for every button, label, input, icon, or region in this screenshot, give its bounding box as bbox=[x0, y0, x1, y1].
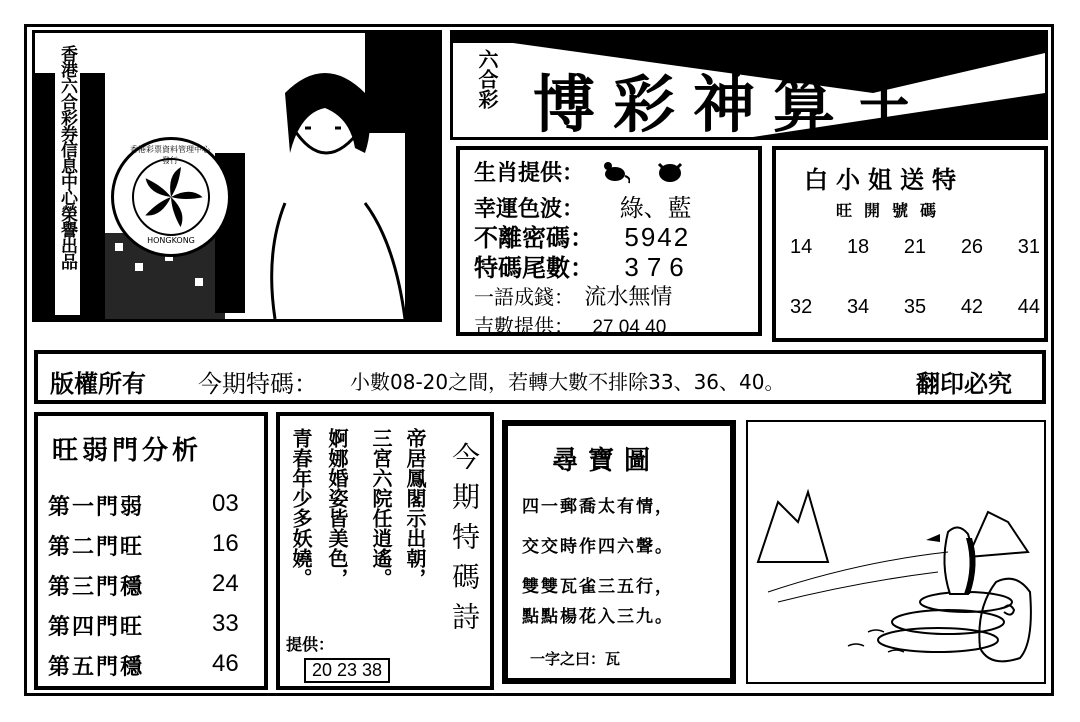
provide-value: 20 23 38 bbox=[304, 658, 390, 683]
phrase-row bbox=[474, 280, 764, 311]
small-label: 六合彩 bbox=[473, 49, 502, 109]
secret-value: 5942 bbox=[624, 222, 691, 252]
number-cell: 35 bbox=[903, 296, 927, 318]
banner-left: 版權所有 bbox=[50, 370, 146, 398]
drawing-panel bbox=[746, 420, 1046, 684]
color-label: 幸運色波： bbox=[474, 197, 585, 222]
gate-name: 第三門穩 bbox=[48, 575, 145, 600]
gate-value: 33 bbox=[212, 610, 239, 637]
zodiac-icons bbox=[600, 158, 686, 190]
treasure-line: 交交時作四六聲。 bbox=[522, 537, 674, 557]
number-cell: 26 bbox=[960, 236, 984, 258]
numbers-row-1 bbox=[790, 236, 1040, 259]
gate-value: 24 bbox=[212, 570, 239, 597]
numbers-title: 白小姐送特 bbox=[804, 165, 964, 194]
poem-panel bbox=[276, 412, 494, 690]
poem-line: 青春年少多妖嬈。 bbox=[289, 428, 313, 588]
poem-line: 婀娜婚姿皆美色， bbox=[325, 428, 349, 588]
treasure-line: 雙雙瓦雀三五行， bbox=[522, 577, 674, 597]
lucky-value: 27 04 40 bbox=[592, 317, 667, 338]
numbers-row-2 bbox=[790, 296, 1040, 319]
number-cell: 31 bbox=[1017, 236, 1040, 258]
banner-right: 翻印必究 bbox=[916, 370, 1012, 398]
banner-text: 小數08-20之間，若轉大數不排除33、36、40。 bbox=[350, 370, 785, 394]
gate-name: 第一門弱 bbox=[48, 495, 145, 520]
vertical-caption: 香港六合彩券信息中心榮譽出品 bbox=[55, 45, 80, 315]
number-cell: 44 bbox=[1017, 296, 1040, 318]
phrase-label: 一語成錢： bbox=[474, 285, 574, 309]
seal-label: HONGKONG bbox=[147, 236, 195, 245]
provide-label: 提供： bbox=[286, 635, 335, 654]
mouse-icon bbox=[600, 158, 630, 184]
number-cell: 21 bbox=[903, 236, 927, 258]
poem-side-title: 今期特碼詩 bbox=[448, 442, 481, 642]
gate-name: 第二門旺 bbox=[48, 535, 145, 560]
tail-value: 376 bbox=[624, 252, 692, 282]
number-cell: 42 bbox=[960, 296, 984, 318]
info-panel bbox=[456, 146, 762, 336]
treasure-line: 四一郵喬太有情， bbox=[522, 497, 674, 517]
poem-line: 帝居鳳閣示出朝， bbox=[403, 428, 427, 588]
penguin-drawing bbox=[748, 422, 1044, 682]
gate-value: 16 bbox=[212, 530, 239, 557]
lucky-row bbox=[474, 310, 754, 339]
number-cell: 34 bbox=[846, 296, 870, 318]
numbers-subtitle: 旺開號碼 bbox=[836, 201, 949, 220]
gates-title: 旺弱門分析 bbox=[52, 436, 203, 466]
page-title: 博彩神算王 bbox=[533, 68, 934, 140]
treasure-line: 點點楊花入三九。 bbox=[522, 607, 674, 627]
gate-name: 第四門旺 bbox=[48, 615, 145, 640]
treasure-title: 尋寶圖 bbox=[552, 446, 661, 476]
banner-label: 今期特碼： bbox=[198, 370, 318, 398]
phrase-value: 流水無情 bbox=[584, 285, 673, 310]
gate-value: 46 bbox=[212, 650, 239, 677]
lucky-label: 吉數提供： bbox=[474, 314, 574, 338]
numbers-panel bbox=[772, 146, 1048, 342]
color-value: 綠、藍 bbox=[619, 194, 692, 222]
secret-label: 不離密碼： bbox=[474, 224, 594, 252]
gate-value: 03 bbox=[212, 490, 239, 517]
zodiac-label: 生肖提供： bbox=[474, 161, 585, 186]
tail-row bbox=[474, 248, 754, 283]
treasure-panel bbox=[502, 420, 736, 684]
gates-panel bbox=[34, 412, 268, 690]
gate-name: 第五門穩 bbox=[48, 655, 145, 680]
ox-icon bbox=[655, 158, 685, 184]
poem-line: 三宮六院任逍遙。 bbox=[369, 428, 393, 588]
hk-seal bbox=[111, 137, 231, 257]
number-cell: 18 bbox=[846, 236, 870, 258]
photo-panel bbox=[32, 30, 442, 322]
portrait-photo bbox=[35, 33, 439, 319]
treasure-footer: 一字之曰：瓦 bbox=[530, 650, 621, 668]
number-cell: 32 bbox=[790, 296, 813, 318]
header-panel bbox=[450, 30, 1048, 140]
banner bbox=[34, 350, 1046, 404]
number-cell: 14 bbox=[790, 236, 813, 258]
seal-text: 香港彩票資料管理中心發行 bbox=[130, 145, 210, 165]
tail-label: 特碼尾數： bbox=[474, 254, 594, 282]
zodiac-row bbox=[474, 156, 685, 190]
